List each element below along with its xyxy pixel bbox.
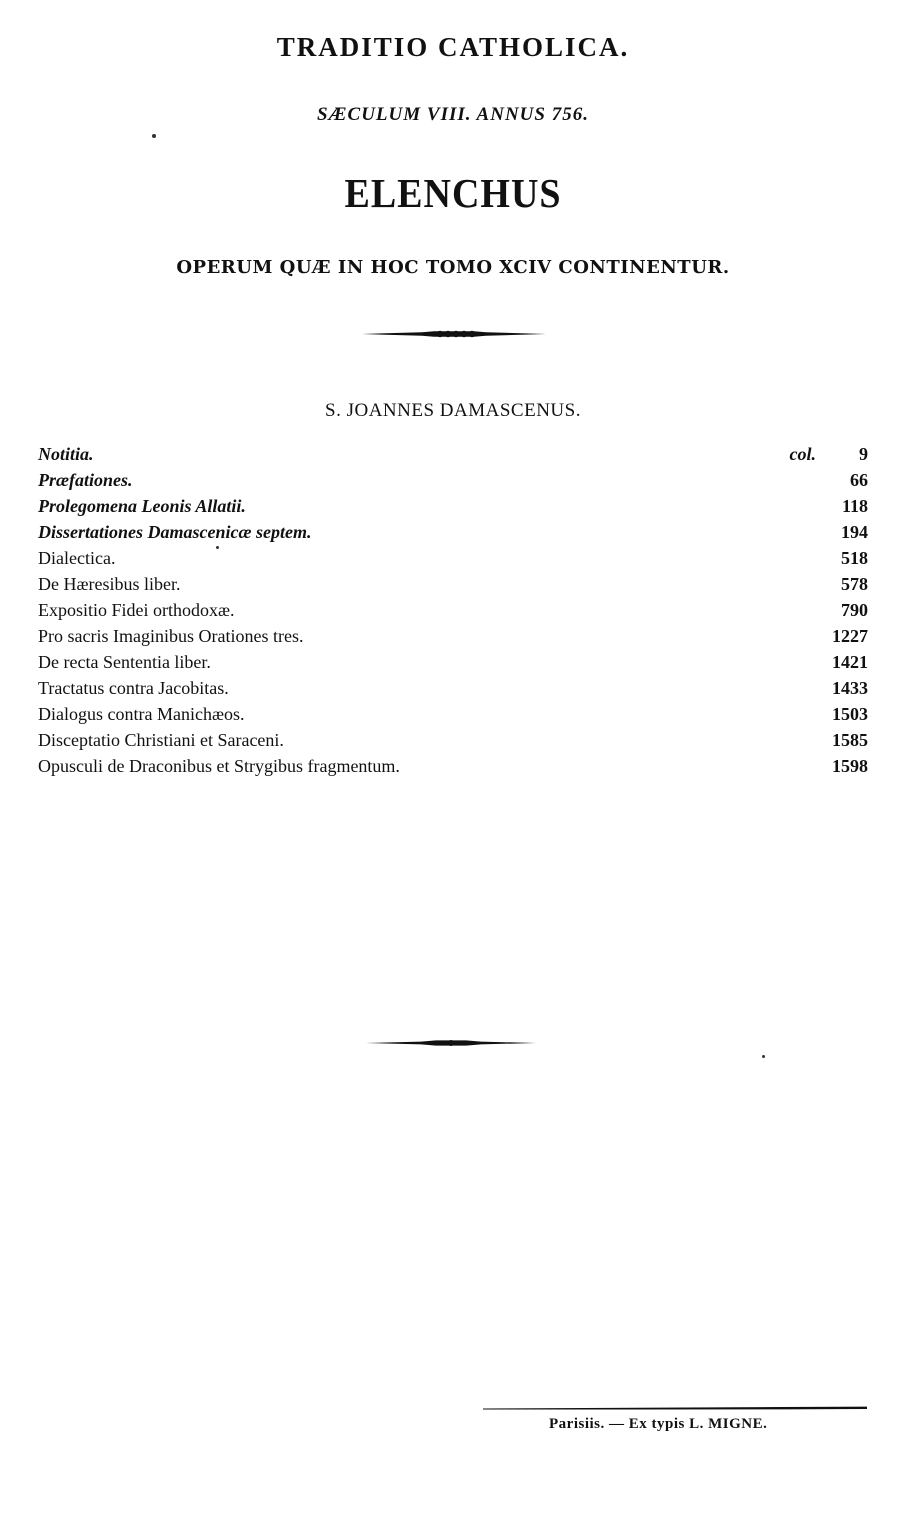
toc-entry-column: 9	[859, 444, 868, 464]
toc-row	[38, 493, 868, 519]
toc-entry-column: 1227	[832, 626, 868, 646]
toc-row	[38, 727, 868, 753]
toc-entry-title: De recta Sententia liber.	[38, 652, 211, 672]
toc-entry-title: Prolegomena Leonis Allatii.	[38, 496, 246, 516]
toc-row	[38, 545, 868, 571]
toc-entry-column: 118	[841, 496, 868, 516]
toc-entry-column: 1421	[832, 652, 868, 672]
toc-entry-title: Disceptatio Christiani et Saraceni.	[38, 730, 284, 750]
footer-rule	[483, 1406, 867, 1410]
toc-entry-column: 194	[841, 522, 868, 542]
toc-entry-title: Dialogus contra Manichæos.	[38, 704, 245, 724]
toc-row	[38, 519, 868, 545]
toc-row	[38, 441, 868, 467]
ornament-rule-top	[362, 328, 546, 340]
toc-entry-title: Notitia.	[38, 444, 94, 464]
toc-row	[38, 467, 868, 493]
table-of-contents	[38, 441, 868, 779]
toc-row	[38, 701, 868, 727]
toc-row	[38, 623, 868, 649]
ink-speck	[152, 134, 156, 138]
series-title: TRADITIO CATHOLICA.	[276, 32, 630, 62]
toc-entry-title: Præfationes.	[38, 470, 133, 490]
toc-entry-title: Dissertationes Damascenicæ septem.	[38, 522, 312, 542]
toc-row	[38, 675, 868, 701]
toc-entry-column: 518	[841, 548, 868, 568]
toc-entry-title: Pro sacris Imaginibus Orationes tres.	[38, 626, 304, 646]
main-title: ELENCHUS	[344, 171, 562, 217]
toc-row	[38, 597, 868, 623]
col-label: col.	[789, 444, 816, 464]
toc-entry-column: 790	[841, 600, 868, 620]
ink-speck	[762, 1055, 765, 1058]
subtitle: OPERUM QUÆ IN HOC TOMO XCIV CONTINENTUR.	[176, 257, 730, 278]
century-line: SÆCULUM VIII. ANNUS 756.	[317, 104, 589, 125]
toc-entry-title: Expositio Fidei orthodoxæ.	[38, 600, 235, 620]
toc-entry-column: 578	[841, 574, 868, 594]
toc-entry-title: De Hæresibus liber.	[38, 574, 181, 594]
toc-entry-column: 1503	[832, 704, 868, 724]
toc-entry-title: Opusculi de Draconibus et Strygibus fragmentum.	[38, 756, 400, 776]
ornament-rule-bottom	[366, 1037, 536, 1049]
toc-entry-column: 1585	[832, 730, 868, 750]
toc-entry-column: 1598	[832, 756, 868, 776]
toc-row	[38, 571, 868, 597]
toc-entry-column: 66	[850, 470, 868, 490]
printer-imprint: Parisiis. — Ex typis L. MIGNE.	[549, 1416, 768, 1432]
toc-entry-title: Tractatus contra Jacobitas.	[38, 678, 229, 698]
toc-entry-column: 1433	[832, 678, 868, 698]
toc-entry-title: Dialectica.	[38, 548, 116, 568]
toc-row	[38, 649, 868, 675]
ink-speck	[216, 546, 219, 549]
author-heading: S. JOANNES DAMASCENUS.	[325, 400, 581, 421]
toc-row	[38, 753, 868, 779]
